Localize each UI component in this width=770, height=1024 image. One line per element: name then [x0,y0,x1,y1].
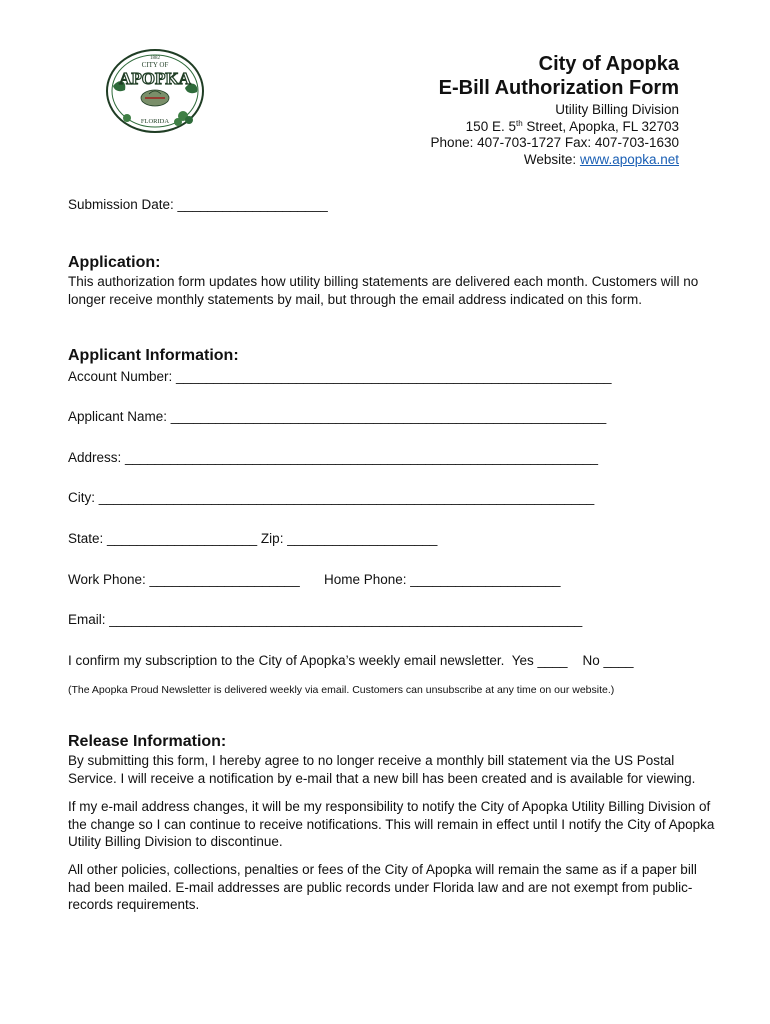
document-header [431,52,679,168]
work-phone-field[interactable]: Work Phone: ____________________ [68,572,300,587]
release-paragraph-2: If my e-mail address changes, it will be my responsibility to notify the City of Apopka Utility Billing Division of the change so I can continue to receive notifications. This will remain in effect until I notify the City of Apopka Utility Billing Division to discontinue. [68,799,715,849]
phone-fax: Phone: 407-703-1727 Fax: 407-703-1630 [430,135,679,150]
release-paragraph-3: All other policies, collections, penalties or fees of the City of Apopka will remain the same as if a paper bill had been mailed. E-mail addresses are public records under Florida law and are not exempt from public-records requirements. [68,862,697,912]
seal-bottom-text: FLORIDA [140,118,170,125]
newsletter-confirm-line[interactable]: I confirm my subscription to the City of Apopka’s weekly email newsletter. Yes ____ No ____ [68,653,634,668]
email-field[interactable]: Email: _______________________________________________________________ [68,612,583,627]
division-name: Utility Billing Division [555,102,679,117]
applicant-name-field[interactable]: Applicant Name: __________________________________________________________ [68,409,607,424]
home-phone-field[interactable]: Home Phone: ____________________ [324,572,561,587]
release-info-heading: Release Information: [68,733,227,750]
submission-date-field[interactable]: Submission Date: ____________________ [68,197,328,212]
state-zip-field[interactable]: State: ____________________ Zip: ____________________ [68,531,438,546]
website-line: Website: www.apopka.net [523,151,679,167]
website-link[interactable]: www.apopka.net [579,151,679,167]
address-field[interactable]: Address: _______________________________________________________________ [68,450,599,465]
city-field[interactable]: City: __________________________________________________________________ [68,490,595,505]
account-number-field[interactable]: Account Number: __________________________________________________________ [68,369,612,384]
division-address: 150 E. 5th Street, Apopka, FL 32703 [465,118,679,134]
form-title: E-Bill Authorization Form [438,77,679,99]
city-seal-logo [105,48,205,134]
newsletter-note: (The Apopka Proud Newsletter is delivered weekly via email. Customers can unsubscribe at any time on our website.) [68,684,615,696]
city-title: City of Apopka [538,53,679,75]
seal-year: 1882 [150,56,160,61]
applicant-info-heading: Applicant Information: [68,347,239,364]
application-heading: Application: [68,254,161,271]
application-text: This authorization form updates how utility billing statements are delivered each month. Customers will no longer receive monthly statements by mail, but through the email address indicated on this form. [68,274,699,307]
release-paragraph-1: By submitting this form, I hereby agree to no longer receive a monthly bill statement via the US Postal Service. I will receive a notification by e-mail that a new bill has been created and is available for viewing. [68,753,696,786]
seal-top-text: CITY OF [141,61,169,69]
seal-name: APOPKA [119,69,191,88]
